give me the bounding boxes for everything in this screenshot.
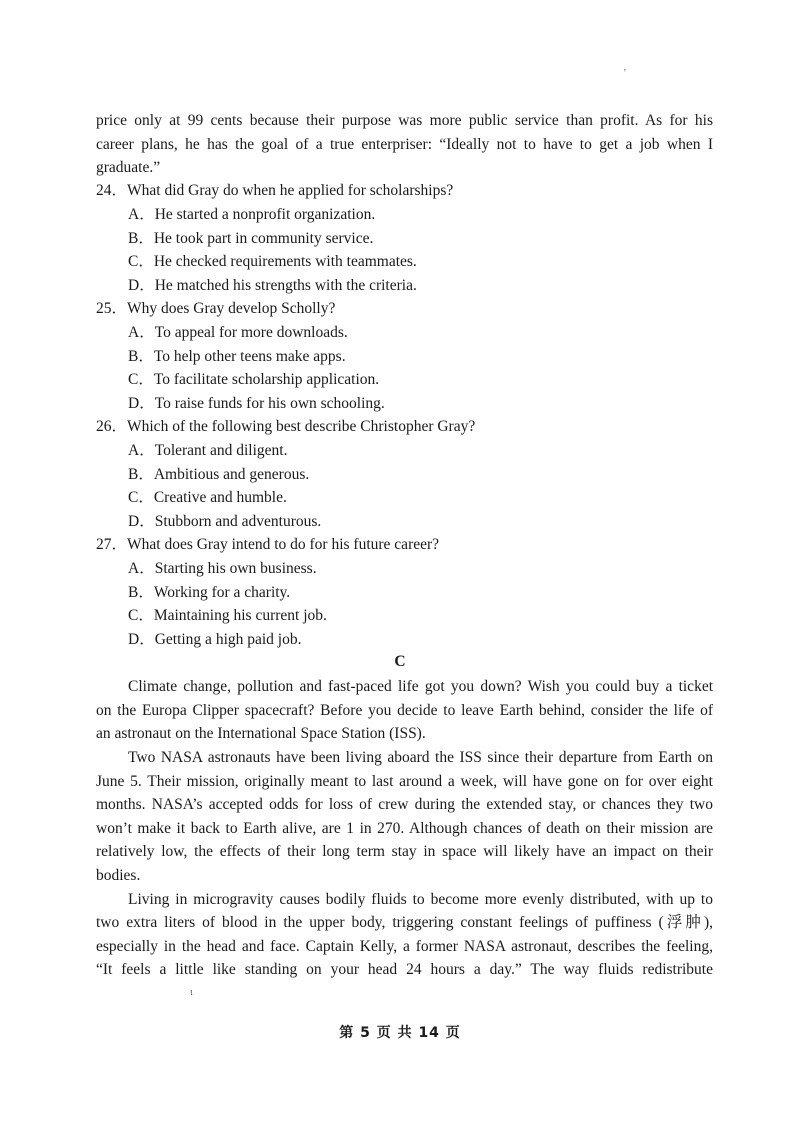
scan-speck: '	[624, 68, 626, 79]
question-24-stem: 24．What did Gray do when he applied for scholarships?	[96, 182, 454, 199]
passage-line: two extra liters of blood in the upper body, triggering constant feelings of puffiness (浮肿),	[96, 914, 713, 931]
question-27-option-c: C．Maintaining his current job.	[128, 607, 327, 624]
passage-line: on the Europa Clipper spacecraft? Before you decide to leave Earth behind, consider the life of	[96, 702, 713, 719]
question-25-stem: 25．Why does Gray develop Scholly?	[96, 300, 336, 317]
question-26-option-b: B．Ambitious and generous.	[128, 466, 310, 483]
passage-line: “It feels a little like standing on your head 24 hours a day.” The way fluids redistribute	[96, 961, 713, 978]
question-26-stem: 26．Which of the following best describe Christopher Gray?	[96, 418, 476, 435]
question-25-option-d: D．To raise funds for his own schooling.	[128, 395, 385, 412]
passage-line: an astronaut on the International Space Station (ISS).	[96, 725, 426, 742]
passage-line: relatively low, the effects of their long term stay in space will likely have an impact on their	[96, 843, 713, 860]
passage-line: June 5. Their mission, originally meant to last around a week, will have gone on for over eight	[96, 773, 713, 790]
passage-line: bodies.	[96, 867, 141, 884]
question-27-stem: 27．What does Gray intend to do for his future career?	[96, 536, 440, 553]
question-27-option-d: D．Getting a high paid job.	[128, 631, 302, 648]
section-heading: C	[394, 653, 406, 670]
passage-line: graduate.”	[96, 159, 161, 176]
passage-line: price only at 99 cents because their purpose was more public service than profit. As for his	[96, 112, 713, 129]
passage-line: months. NASA’s accepted odds for loss of crew during the extended stay, or chances they two	[96, 796, 713, 813]
question-24-option-b: B．He took part in community service.	[128, 230, 374, 247]
passage-line: Living in microgravity causes bodily fluids to become more evenly distributed, with up to	[128, 891, 713, 908]
question-25-option-a: A．To appeal for more downloads.	[128, 324, 348, 341]
passage-line: won’t make it back to Earth alive, are 1 in 270. Although chances of death on their mission are	[96, 820, 713, 837]
question-26-option-a: A．Tolerant and diligent.	[128, 442, 288, 459]
question-24-option-d: D．He matched his strengths with the criteria.	[128, 277, 417, 294]
question-27-option-a: A．Starting his own business.	[128, 560, 317, 577]
question-25-option-b: B．To help other teens make apps.	[128, 348, 346, 365]
passage-line: career plans, he has the goal of a true enterpriser: “Ideally not to have to get a job when I	[96, 136, 713, 153]
passage-line: Climate change, pollution and fast-paced life got you down? Wish you could buy a ticket	[128, 678, 713, 695]
scan-speck: ι	[190, 987, 193, 998]
passage-line: especially in the head and face. Captain Kelly, a former NASA astronaut, describes the feeling,	[96, 938, 713, 955]
question-25-option-c: C．To facilitate scholarship application.	[128, 371, 380, 388]
question-26-option-d: D．Stubborn and adventurous.	[128, 513, 322, 530]
question-24-option-c: C．He checked requirements with teammates.	[128, 253, 417, 270]
page-footer: 第 5 页 共 14 页	[339, 1025, 461, 1041]
passage-line: Two NASA astronauts have been living aboard the ISS since their departure from Earth on	[128, 749, 713, 766]
question-26-option-c: C．Creative and humble.	[128, 489, 287, 506]
question-24-option-a: A．He started a nonprofit organization.	[128, 206, 376, 223]
question-27-option-b: B．Working for a charity.	[128, 584, 291, 601]
